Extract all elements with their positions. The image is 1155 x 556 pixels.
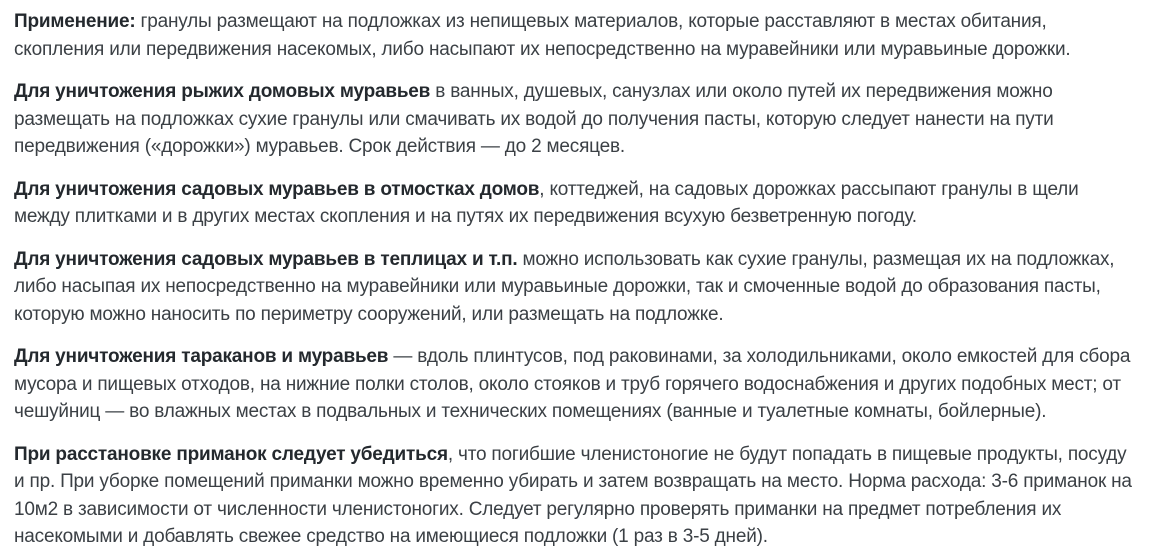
paragraph-lead: Для уничтожения рыжих домовых муравьев xyxy=(14,81,431,102)
paragraph-garden-ants-pavement xyxy=(14,176,1135,231)
paragraph-body: , что погибшие членистоногие не будут попадать в пищевые продукты, посуду и пр. При уборке помещений приманки можно временно убирать и затем возвращать на место. Норма расхода: 3-6 приманок на 10м2 в зависимости от численности членистоногих. Следует регулярно проверять приманки на предмет потребления их насекомыми и добавлять свежее средство на имеющиеся подложки (1 раз в 3-5 дней). xyxy=(14,443,1132,547)
paragraph-garden-ants-greenhouse xyxy=(14,246,1135,329)
paragraph-lead: Применение: xyxy=(14,11,136,32)
paragraph-cockroaches-ants xyxy=(14,343,1135,426)
paragraph-application xyxy=(14,8,1135,63)
paragraph-house-ants xyxy=(14,78,1135,161)
paragraph-lead: Для уничтожения тараканов и муравьев xyxy=(14,346,389,367)
paragraph-body: гранулы размещают на подложках из непищевых материалов, которые расставляют в местах обитания, скопления или передвижения насекомых, либо насыпают их непосредственно на муравейники или муравьиные дорожки. xyxy=(14,11,1071,60)
paragraph-bait-placement xyxy=(14,441,1135,551)
paragraph-body: , коттеджей, на садовых дорожках рассыпают гранулы в щели между плитками и в других местах скопления и на путях их передвижения всухую безветренную погоду. xyxy=(14,178,1079,227)
paragraph-body: — вдоль плинтусов, под раковинами, за холодильниками, около емкостей для сбора мусора и пищевых отходов, на нижние полки столов, около стояков и труб горячего водоснабжения и других подобных мест; от чешуйниц — во влажных местах в подвальных и технических помещениях (ванные и туалетные комнаты, бойлерные). xyxy=(14,346,1131,422)
paragraph-lead: При расстановке приманок следует убедиться xyxy=(14,443,448,465)
paragraph-lead: Для уничтожения садовых муравьев в теплицах и т.п. xyxy=(14,248,518,270)
paragraph-lead: Для уничтожения садовых муравьев в отмостках домов xyxy=(14,178,540,200)
paragraph-body: можно использовать как сухие гранулы, размещая их на подложках, либо насыпая их непосредственно на муравейники или муравьиные дорожки, так и смоченные водой до образования пасты, которую можно наносить по периметру сооружений, или размещать на подложке. xyxy=(14,248,1115,325)
paragraph-body: в ванных, душевых, санузлах или около путей их передвижения можно размещать на подложках сухие гранулы или смачивать их водой до получения пасты, которую следует нанести на пути передвижения («дорожки») муравьев. Срок действия — до 2 месяцев. xyxy=(14,81,1054,157)
